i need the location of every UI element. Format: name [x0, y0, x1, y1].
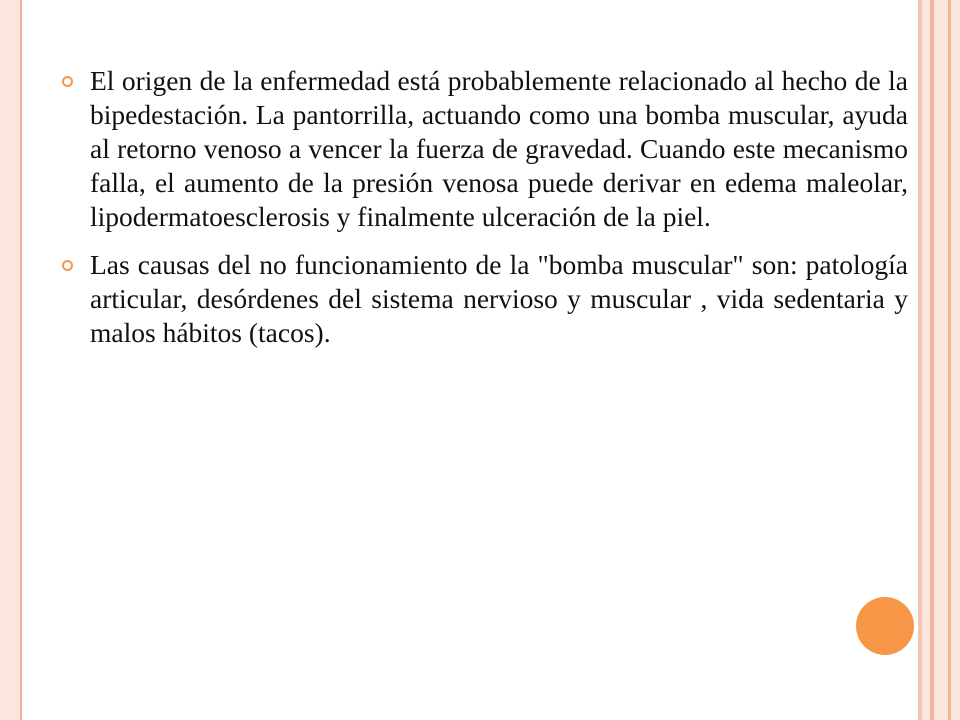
decorative-orange-circle: [856, 597, 914, 655]
right-stripe: [951, 0, 960, 720]
circle-bullet-icon: [62, 260, 73, 271]
slide-body: [62, 64, 908, 364]
bullet-item: [62, 248, 908, 350]
right-stripe: [934, 0, 948, 720]
right-stripe: [922, 0, 930, 720]
bullet-text: El origen de la enfermedad está probablemente relacionado al hecho de la bipedestación. La pantorrilla, actuando como una bomba muscular, ayuda al retorno venoso a vencer la fuerza de gravedad. Cuando este mecanismo falla, el aumento de la presión venosa puede derivar en edema maleolar, lipodermatoesclerosis y finalmente ulceración de la piel.: [90, 65, 908, 232]
left-frame-line: [20, 0, 22, 720]
circle-bullet-icon: [62, 76, 73, 87]
bullet-text: Las causas del no funcionamiento de la "bomba muscular" son: patología articular, desórdenes del sistema nervioso y muscular , vida sedentaria y malos hábitos (tacos).: [90, 249, 908, 348]
bullet-item: [62, 64, 908, 234]
